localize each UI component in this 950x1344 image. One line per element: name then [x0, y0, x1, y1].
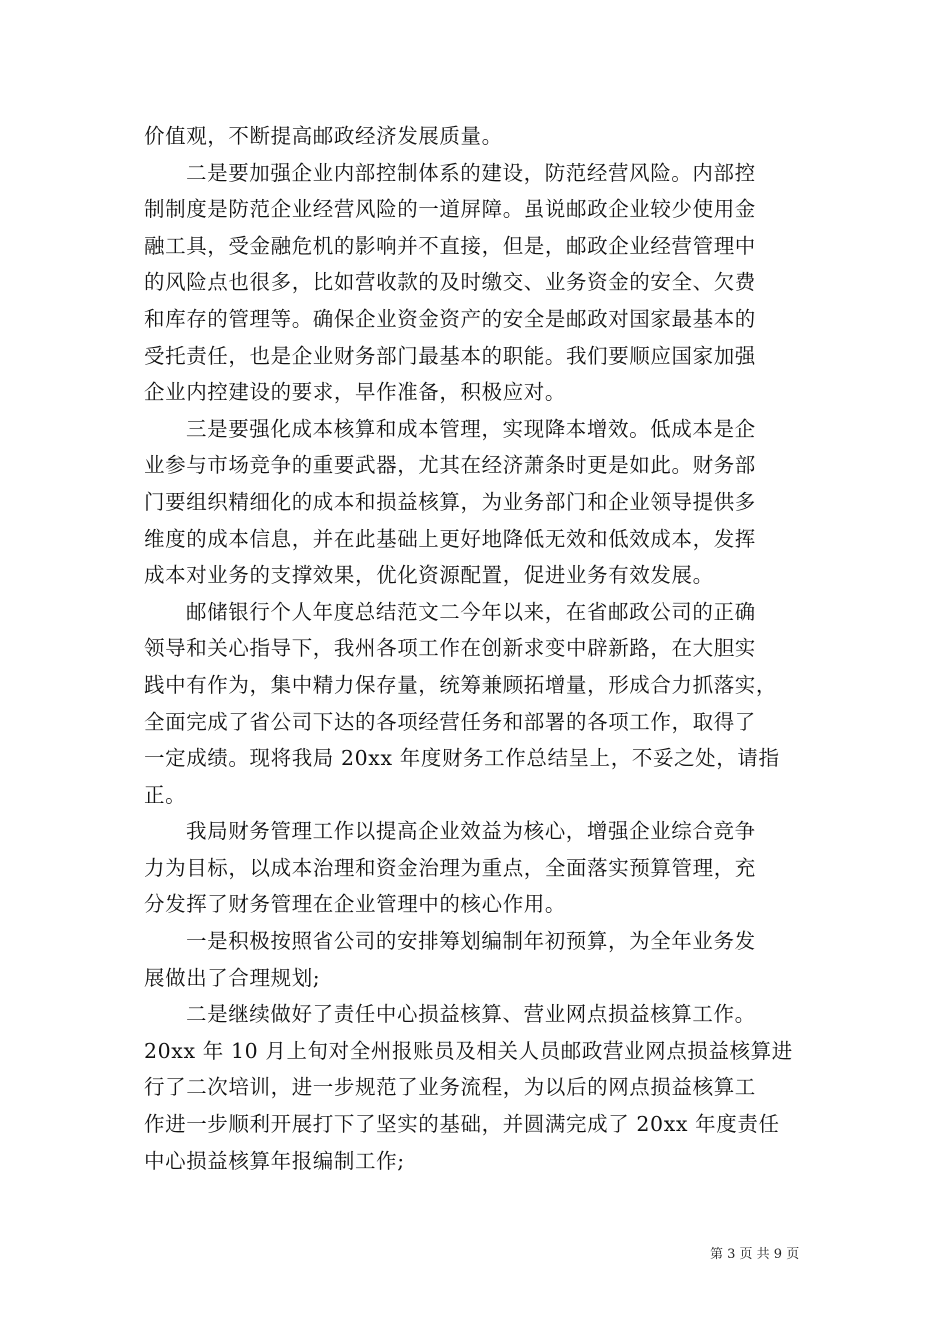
text-line: 一定成绩。现将我局 20xx 年度财务工作总结呈上，不妥之处，请指 [144, 746, 780, 771]
text-line: 分发挥了财务管理在企业管理中的核心作用。 [144, 892, 566, 917]
text-line: 领导和关心指导下，我州各项工作在创新求变中辟新路，在大胆实 [144, 636, 756, 661]
text-line: 三是要强化成本核算和成本管理，实现降本增效。低成本是企 [186, 416, 756, 441]
text-line: 展做出了合理规划; [144, 965, 321, 990]
text-line: 正。 [144, 782, 187, 807]
text-line: 全面完成了省公司下达的各项经营任务和部署的各项工作，取得了 [144, 709, 756, 734]
text-line: 门要组织精细化的成本和损益核算，为业务部门和企业领导提供多 [144, 489, 756, 514]
page-number-label: 第 3 页 共 9 页 [710, 1247, 800, 1262]
text-line: 融工具，受金融危机的影响并不直接，但是，邮政企业经营管理中 [144, 233, 756, 258]
text-line: 二是继续做好了责任中心损益核算、营业网点损益核算工作。 [186, 1002, 756, 1027]
text-line: 维度的成本信息，并在此基础上更好地降低无效和低效成本，发挥 [144, 526, 756, 551]
text-line: 一是积极按照省公司的安排筹划编制年初预算，为全年业务发 [186, 929, 756, 954]
document-body [144, 118, 810, 1179]
text-line: 邮储银行个人年度总结范文二今年以来，在省邮政公司的正确 [186, 599, 756, 624]
text-line: 业参与市场竞争的重要武器，尤其在经济萧条时更是如此。财务部 [144, 453, 756, 478]
text-line: 中心损益核算年报编制工作; [144, 1148, 405, 1173]
text-line: 价值观，不断提高邮政经济发展质量。 [144, 124, 503, 148]
text-line: 企业内控建设的要求，早作准备，积极应对。 [144, 380, 566, 405]
text-line: 行了二次培训，进一步规范了业务流程，为以后的网点损益核算工 [144, 1075, 756, 1100]
text-line: 我局财务管理工作以提高企业效益为核心，增强企业综合竞争 [186, 819, 756, 844]
text-line: 受托责任，也是企业财务部门最基本的职能。我们要顺应国家加强 [144, 343, 756, 368]
page-footer [710, 1247, 799, 1263]
text-line: 作进一步顺利开展打下了坚实的基础，并圆满完成了 20xx 年度责任 [144, 1112, 780, 1137]
text-line: 制制度是防范企业经营风险的一道屏障。虽说邮政企业较少使用金 [144, 197, 756, 222]
text-line: 和库存的管理等。确保企业资金资产的安全是邮政对国家最基本的 [144, 306, 756, 331]
text-line: 20xx 年 10 月上旬对全州报账员及相关人员邮政营业网点损益核算进 [144, 1038, 793, 1063]
text-line: 的风险点也很多，比如营收款的及时缴交、业务资金的安全、欠费 [144, 270, 756, 295]
text-line: 成本对业务的支撑效果，优化资源配置，促进业务有效发展。 [144, 563, 714, 588]
text-line: 力为目标，以成本治理和资金治理为重点，全面落实预算管理，充 [144, 855, 756, 880]
text-line: 二是要加强企业内部控制体系的建设，防范经营风险。内部控 [186, 160, 756, 185]
text-line: 践中有作为，集中精力保存量，统筹兼顾拓增量，形成合力抓落实， [144, 672, 777, 697]
